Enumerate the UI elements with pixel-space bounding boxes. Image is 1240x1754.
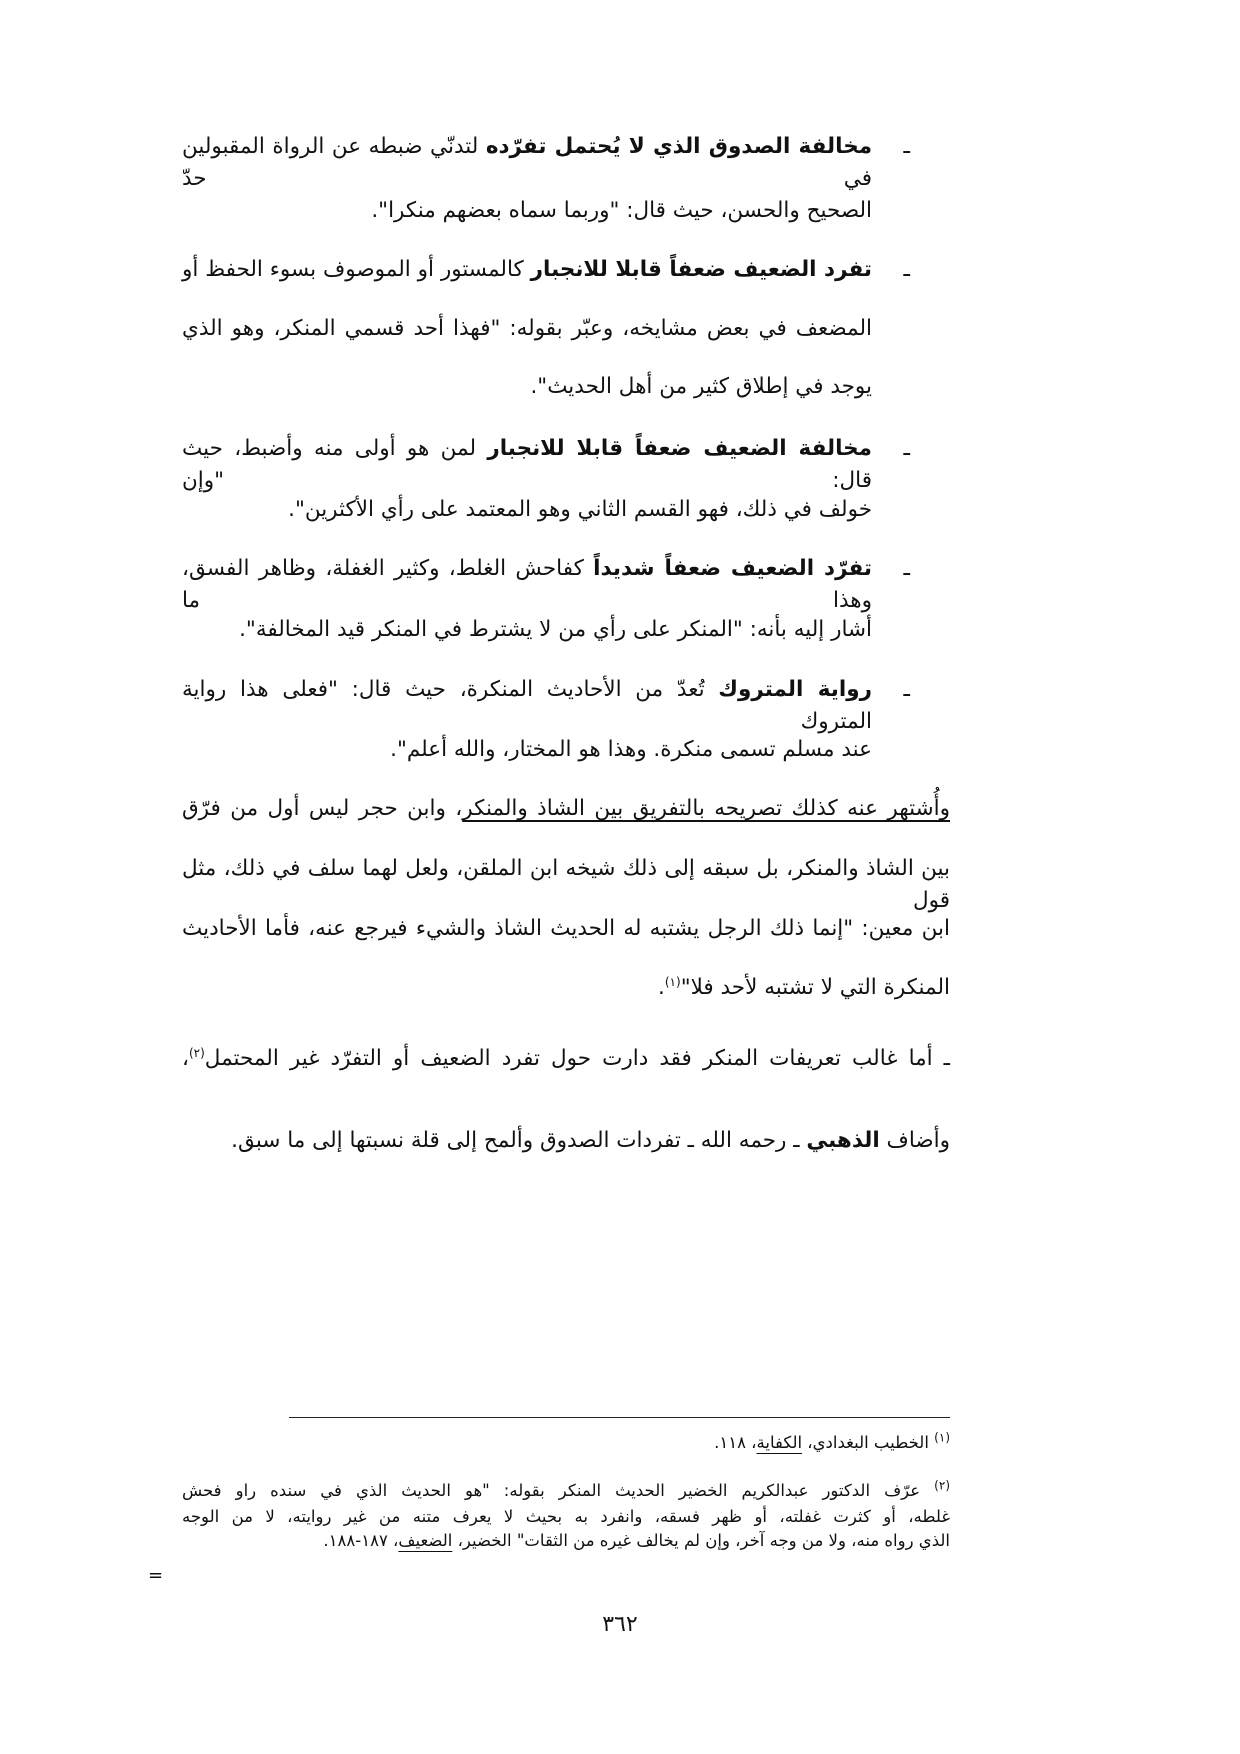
text-run: غلطه، أو كثرت غفلته، أو ظهر فسقه، وانفرد به بحيث لا يعرف متنه من غير روايته، لا من الوجه: [182, 1507, 950, 1526]
closing-line-1: [182, 1043, 950, 1075]
bullet: ـ: [903, 677, 910, 702]
bullet: ـ: [903, 134, 910, 159]
text-run: يوجد في إطلاق كثير من أهل الحديث".: [530, 374, 872, 399]
text-run: وأُشتهر عنه كذلك تصريحه بالتفريق بين الشاذ والمنكر: [462, 796, 950, 821]
text-run: كفاحش الغلط، وكثير الغفلة، وظاهر الفسق، وهذا ما: [182, 556, 872, 613]
text-run: الذهبي: [806, 1128, 880, 1153]
text-run: لمن هو أولى منه وأضبط، حيث قال: "وإن: [182, 436, 872, 493]
text-run: (١): [664, 974, 681, 989]
text-run: ، وابن حجر ليس أول من فرّق: [182, 796, 463, 821]
text-run: ـ رحمه الله ـ تفردات الصدوق وألمح إلى قلة نسبتها إلى ما سبق.: [231, 1128, 807, 1153]
text-run: رواية المتروك: [718, 677, 872, 702]
text-run: المضعف في بعض مشايخه، وعبّر بقوله: "فهذا أحد قسمي المنكر، وهو الذي: [182, 316, 872, 341]
text-run: الضعيف: [398, 1531, 453, 1550]
text-run: ـ أما غالب تعريفات المنكر فقد دارت حول تفرد الضعيف أو التفرّد غير المحتمل: [204, 1046, 950, 1071]
text-run: خولف في ذلك، فهو القسم الثاني وهو المعتمد على رأي الأكثرين".: [288, 497, 872, 522]
text-run: أشار إليه بأنه: "المنكر على رأي من لا يشترط في المنكر قيد المخالفة".: [239, 617, 872, 642]
text-run: (٢): [934, 1478, 950, 1493]
text-run: الخطيب البغدادي،: [802, 1433, 935, 1452]
item-2-line-2: [182, 313, 872, 345]
page-number: ٣٦٢: [602, 1612, 638, 1637]
paragraph-line-4: [658, 972, 950, 1004]
item-3-line-1: [182, 433, 872, 497]
text-run: وأضاف: [879, 1128, 950, 1153]
footnote-separator: [289, 1417, 950, 1418]
paragraph-line-3: [182, 913, 950, 945]
text-run: ابن معين: "إنما ذلك الرجل يشتبه له الحديث الشاذ والشيء فيرجع عنه، فأما الأحاديث: [182, 916, 950, 941]
item-1-line-2: [371, 195, 872, 227]
item-2-line-1: [182, 254, 872, 286]
paragraph-line-1: [182, 793, 950, 825]
text-run: .: [658, 975, 665, 1000]
text-run: عرّف الدكتور عبدالكريم الخضير الحديث المنكر بقوله: "هو الحديث الذي في سنده راو فحش: [182, 1481, 935, 1500]
text-run: ، ١٨٧-١٨٨.: [323, 1531, 399, 1550]
footnote-1: [714, 1430, 950, 1456]
footnote-2-line-3: [323, 1528, 950, 1554]
text-run: الكفاية: [756, 1433, 803, 1452]
item-2-line-3: [530, 371, 872, 403]
item-5-line-2: [390, 734, 872, 766]
closing-line-2: [231, 1125, 950, 1157]
item-4-line-1: [182, 553, 872, 617]
paragraph-line-2: [182, 853, 950, 917]
footnote-2-line-1: [182, 1478, 950, 1504]
bullet: ـ: [903, 257, 910, 282]
continuation-mark: =: [148, 1565, 164, 1586]
bullet: ـ: [903, 436, 910, 461]
text-run: كالمستور أو الموصوف بسوء الحفظ أو: [182, 257, 531, 282]
text-run: تفرد الضعيف ضعفاً قابلا للانجبار: [530, 257, 872, 282]
text-run: الصحيح والحسن، حيث قال: "وربما سماه بعضهم منكرا".: [371, 198, 872, 223]
text-run: بين الشاذ والمنكر، بل سبقه إلى ذلك شيخه ابن الملقن، ولعل لهما سلف في ذلك، مثل قول: [182, 856, 950, 913]
text-run: (١): [934, 1430, 950, 1445]
text-run: ، ١١٨.: [714, 1433, 757, 1452]
item-3-line-2: [288, 494, 872, 526]
item-5-line-1: [182, 674, 872, 738]
text-run: عند مسلم تسمى منكرة. وهذا هو المختار، والله أعلم".: [390, 737, 872, 762]
text-run: لتدنّي ضبطه عن الرواة المقبولين في حدّ: [182, 134, 872, 191]
text-run: الذي رواه منه، ولا من وجه آخر، وإن لم يخالف غيره من الثقات" الخضير،: [452, 1531, 950, 1550]
text-run: مخالفة الصدوق الذي لا يُحتمل تفرّده: [485, 134, 873, 159]
text-run: المنكرة التي لا تشتبه لأحد فلا": [680, 975, 950, 1000]
text-run: (٢): [188, 1045, 205, 1060]
text-run: مخالفة الضعيف ضعفاً قابلا للانجبار: [487, 436, 872, 461]
text-run: تفرّد الضعيف ضعفاً شديداً: [593, 556, 872, 581]
text-run: ،: [182, 1046, 189, 1071]
item-1-line-1: [182, 131, 872, 195]
text-run: تُعدّ من الأحاديث المنكرة، حيث قال: "فعلى هذا رواية المتروك: [182, 677, 872, 734]
bullet: ـ: [903, 556, 910, 581]
item-4-line-2: [239, 614, 872, 646]
footnote-2-line-2: [182, 1504, 950, 1530]
